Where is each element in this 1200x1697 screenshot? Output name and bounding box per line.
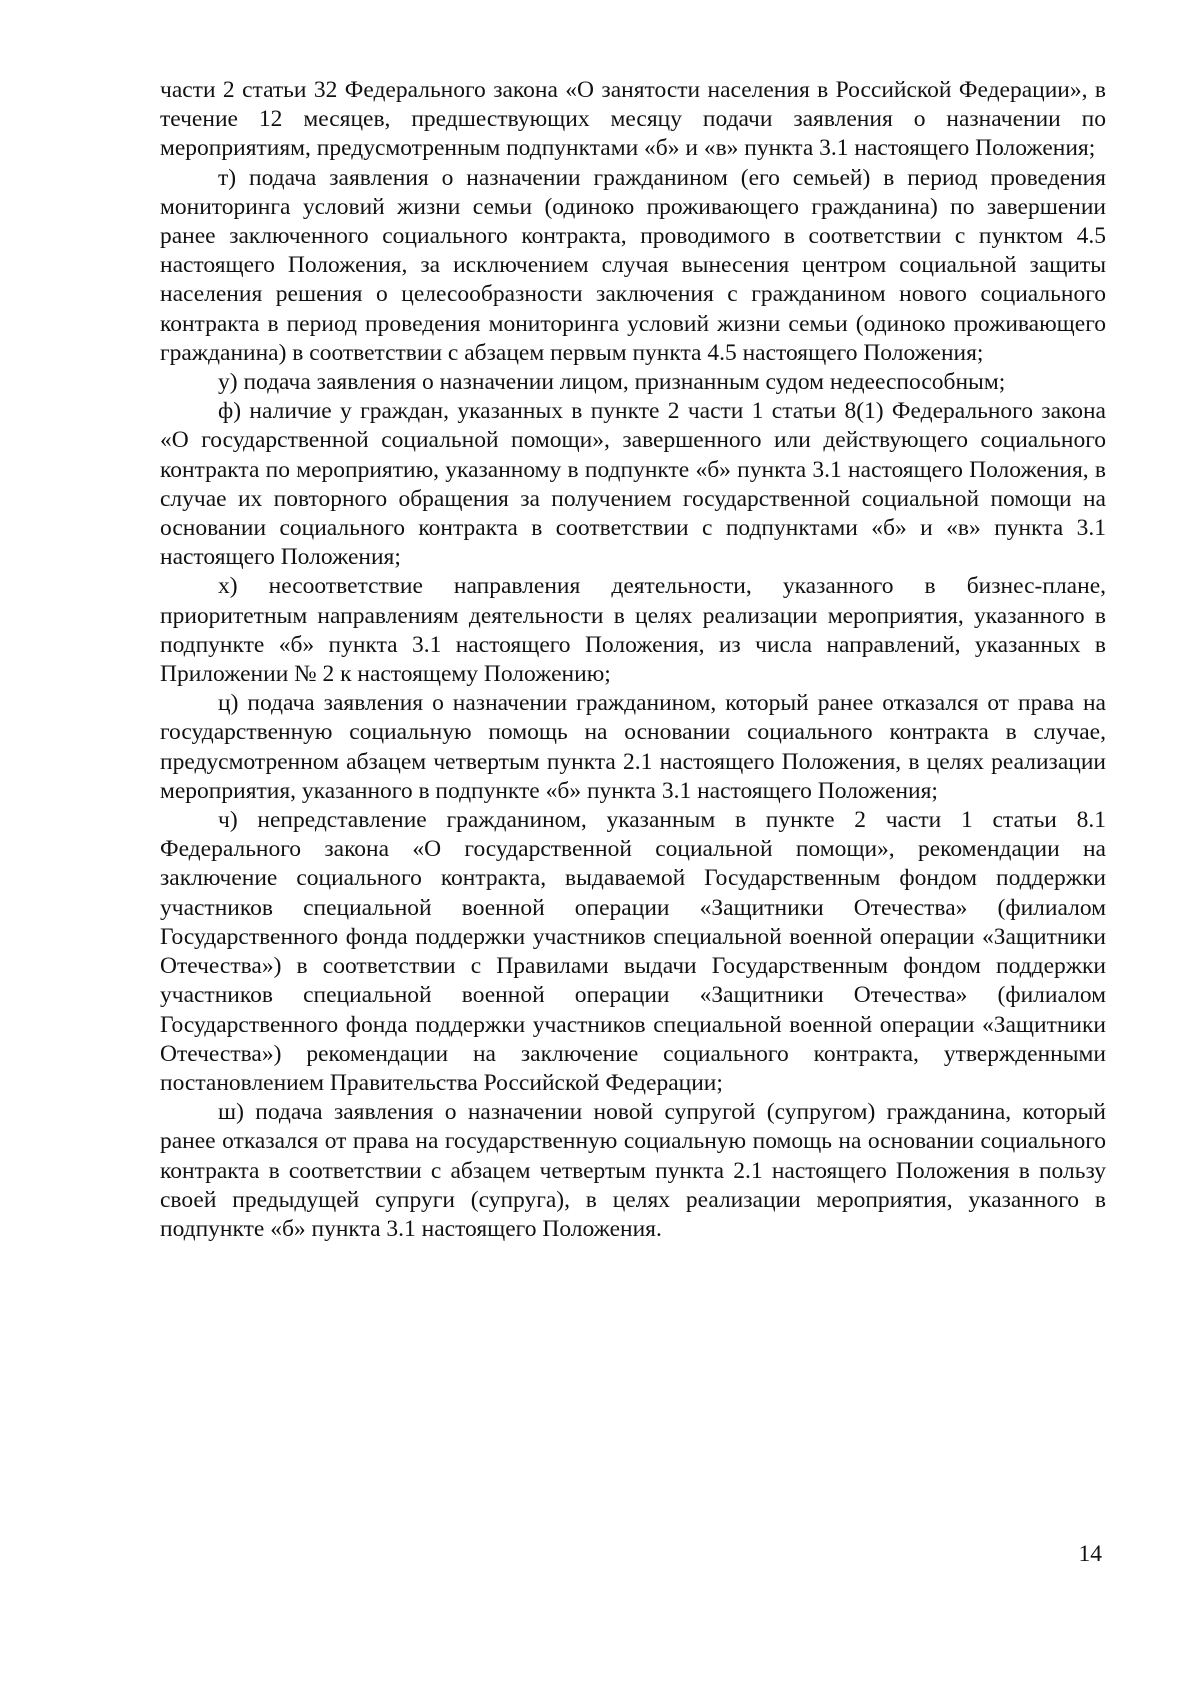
paragraph-continuation: части 2 статьи 32 Федерального закона «О занятости населения в Российской Федерации», в течение 12 месяцев, предшествующих месяцу подачи заявления о назначении по мероприятиям, предусмотренным подпунктами «б» и «в» пункта 3.1 настоящего Положения; [160, 77, 1106, 162]
document-body [160, 76, 1106, 1244]
paragraph-item-u: у) подача заявления о назначении лицом, признанным судом недееспособным; [218, 369, 1006, 396]
page-number: 14 [1078, 1541, 1102, 1567]
paragraph-item-h: х) несоответствие направления деятельности, указанного в бизнес-плане, приоритетным направлениям деятельности в целях реализации мероприятия, указанного в подпункте «б» пункта 3.1 настоящего Положения, из числа направлений, указанных в Приложении № 2 к настоящему Положению; [160, 573, 1106, 688]
paragraph-item-t: т) подача заявления о назначении гражданином (его семьей) в период проведения мониторинга условий жизни семьи (одиноко проживающего гражданина) по завершении ранее заключенного социального контракта, проводимого в соответствии с пунктом 4.5 настоящего Положения, за исключением случая вынесения центром социальной защиты населения решения о целесообразности заключения с гражданином нового социального контракта в период проведения мониторинга условий жизни семьи (одиноко проживающего гражданина) в соответствии с абзацем первым пункта 4.5 настоящего Положения; [160, 164, 1106, 366]
paragraph-item-ts: ц) подача заявления о назначении гражданином, который ранее отказался от права на государственную социальную помощь на основании социального контракта в случае, предусмотренном абзацем четвертым пункта 2.1 настоящего Положения, в целях реализации мероприятия, указанного в подпункте «б» пункта 3.1 настоящего Положения; [160, 690, 1106, 804]
paragraph-item-sh: ш) подача заявления о назначении новой супругой (супругом) гражданина, который ранее отказался от права на государственную социальную помощь на основании социального контракта в соответствии с абзацем четвертым пункта 2.1 настоящего Положения в пользу своей предыдущей супруги (супруга), в целях реализации мероприятия, указанного в подпункте «б» пункта 3.1 настоящего Положения. [160, 1099, 1106, 1242]
paragraph-item-ch: ч) непредставление гражданином, указанным в пункте 2 части 1 статьи 8.1 Федерального закона «О государственной социальной помощи», рекомендации на заключение социального контракта, выдаваемой Государственным фондом поддержки участников специальной военной операции «Защитники Отечества» (филиалом Государственного фонда поддержки участников специальной военной операции «Защитники Отечества») в соответствии с Правилами выдачи Государственным фондом поддержки участников специальной военной операции «Защитники Отечества» (филиалом Государственного фонда поддержки участников специальной военной операции «Защитники Отечества») рекомендации на заключение социального контракта, утвержденными постановлением Правительства Российской Федерации; [160, 807, 1106, 1096]
paragraph-item-f: ф) наличие у граждан, указанных в пункте 2 части 1 статьи 8(1) Федерального закона «О государственной социальной помощи», завершенного или действующего социального контракта по мероприятию, указанному в подпункте «б» пункта 3.1 настоящего Положения, в случае их повторного обращения за получением государственной социальной помощи на основании социального контракта в соответствии с подпунктами «б» и «в» пункта 3.1 настоящего Положения; [160, 398, 1106, 571]
